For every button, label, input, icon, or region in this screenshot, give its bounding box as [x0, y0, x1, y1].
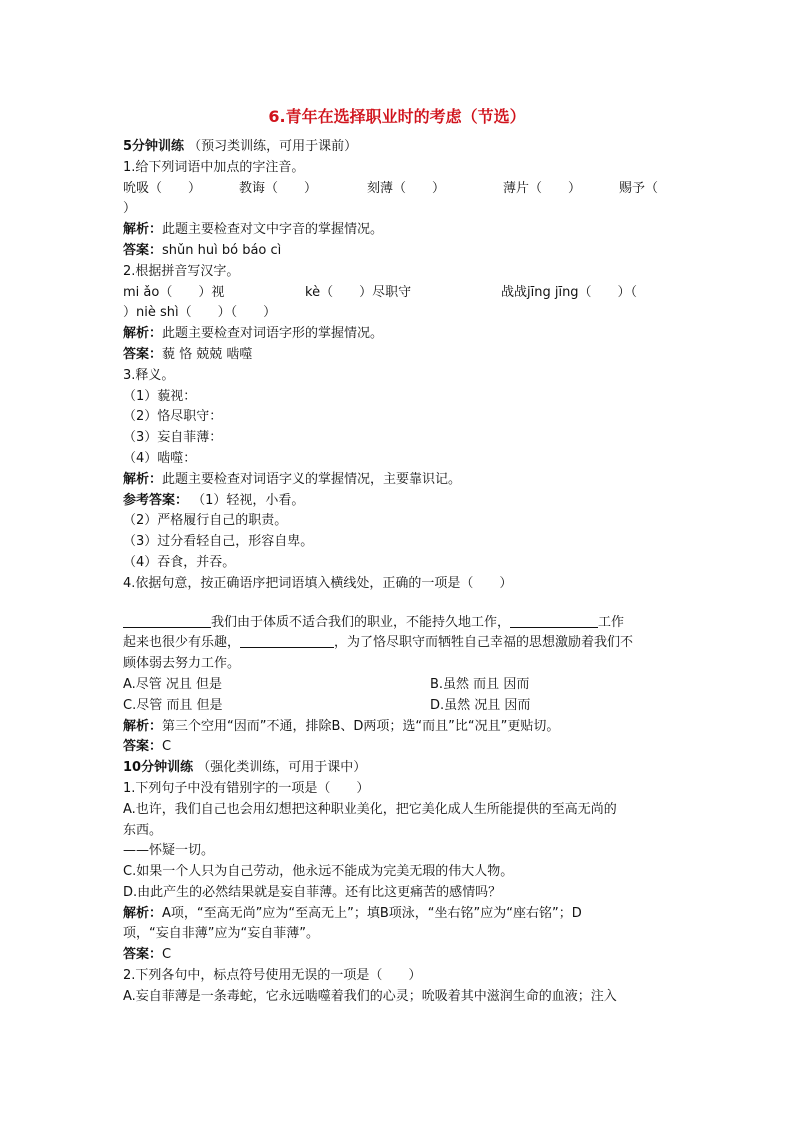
question-2-items: [123, 283, 671, 304]
answer-label: 答案：: [123, 346, 163, 362]
question-4: 4.依据句意，按正确语序把词语填入横线处，正确的一项是（ ）: [123, 575, 513, 591]
section-title: 10分钟训练: [123, 760, 194, 776]
q2-item: 战战jīng jīng（ ）（: [501, 284, 638, 300]
answer-text: （1）轻视，小看。: [188, 492, 305, 508]
q1-item: 薄片（ ）: [503, 180, 582, 196]
answer-text: 藐 恪 兢兢 啮噬: [162, 346, 253, 362]
s2-q1-analysis: [123, 904, 671, 925]
s2-q1-option-a: A.也许，我们自己也会用幻想把这种职业美化，把它美化成人生所能提供的至高无尚的: [123, 801, 617, 817]
passage-text: 我们由于体质不适合我们的职业，不能持久地工作，: [211, 614, 511, 630]
blank-line: [123, 613, 211, 628]
q4-passage-line: 顾体弱去努力工作。: [123, 656, 241, 672]
option-a: A.尽管 况且 但是: [123, 676, 223, 692]
question-2: 2.根据拼音写汉字。: [123, 263, 240, 279]
document-body: [123, 137, 671, 1008]
q3-answer-line: （4）吞食，并吞。: [123, 554, 236, 570]
q3-item: （1）藐视：: [123, 388, 197, 404]
option-c: C.尽管 而且 但是: [123, 697, 223, 713]
analysis-label: 解析：: [123, 471, 163, 487]
s2-q2-option-a: A.妄自菲薄是一条毒蛇，它永远啮噬着我们的心灵；吮吸着其中滋润生命的血液；注入: [123, 988, 617, 1004]
analysis-text: A项，“至高无尚”应为“至高无上”；填B项泳，“坐右铭”应为“座右铭”；D: [162, 905, 582, 921]
s2-q1-option-c: C.如果一个人只为自己劳动，他永远不能成为完美无瑕的伟大人物。: [123, 864, 514, 880]
s2-q1-analysis-cont: 项，“妄自非薄”应为“妄自菲薄”。: [123, 926, 319, 942]
section-heading-5min: [123, 137, 671, 158]
q1-item: 教诲（ ）: [239, 180, 318, 196]
s2-question-1: 1.下列句子中没有错别字的一项是（ ）: [123, 780, 370, 796]
q3-answer: [123, 491, 671, 512]
question-1-items-cont: ）: [123, 201, 137, 217]
question-2-items-cont: ）niè shì（ ）（ ）: [123, 305, 277, 321]
q4-options-row: [123, 675, 671, 696]
question-1-items: [123, 179, 671, 200]
q1-item: 刻薄（ ）: [367, 180, 446, 196]
s2-q1-answer: [123, 945, 671, 966]
analysis-label: 解析：: [123, 222, 163, 238]
option-b: B.虽然 而且 因而: [430, 676, 530, 692]
answer-text: C: [162, 947, 172, 963]
analysis-text: 此题主要检查对文中字音的掌握情况。: [162, 222, 384, 238]
analysis-text: 此题主要检查对词语字形的掌握情况。: [162, 326, 384, 342]
q4-answer: [123, 737, 671, 758]
blank-line: [510, 613, 598, 628]
analysis-label: 解析：: [123, 905, 163, 921]
q3-item: （2）恪尽职守：: [123, 409, 223, 425]
answer-text: shǔn huì bó báo cì: [162, 242, 282, 258]
answer-label: 答案：: [123, 947, 163, 963]
q4-passage-line: [123, 613, 671, 634]
q3-answer-line: （2）严格履行自己的职责。: [123, 513, 288, 529]
answer-text: C: [162, 739, 172, 755]
section-note: （强化类训练，可用于课中）: [193, 760, 367, 776]
spacer: [123, 595, 671, 613]
answer-label: 答案：: [123, 242, 163, 258]
section-note: （预习类训练，可用于课前）: [184, 139, 358, 154]
q3-item: （4）啮噬：: [123, 450, 197, 466]
q4-options-row: [123, 696, 671, 717]
section-heading-10min: [123, 758, 671, 779]
passage-text: 起来也很少有乐趣，: [123, 635, 241, 651]
q3-answer-line: （3）过分看轻自己，形容自卑。: [123, 534, 314, 550]
q2-answer: [123, 345, 671, 366]
blank-line: [240, 633, 334, 648]
q3-item: （3）妄自菲薄：: [123, 430, 223, 446]
question-1: 1.给下列词语中加点的字注音。: [123, 159, 305, 175]
q4-analysis: [123, 717, 671, 738]
q3-analysis: [123, 470, 671, 491]
section-title: 5分钟训练: [123, 139, 185, 154]
s2-question-2: 2.下列各句中，标点符号使用无误的一项是（ ）: [123, 968, 422, 984]
answer-label: 参考答案：: [123, 492, 189, 508]
answer-label: 答案：: [123, 739, 163, 755]
q1-item: 吮吸（ ）: [123, 180, 202, 196]
q1-answer: [123, 241, 671, 262]
page-title: 6.青年在选择职业时的考虑（节选）: [268, 107, 526, 126]
passage-text: 工作: [598, 614, 625, 630]
q4-passage-line: [123, 633, 671, 654]
analysis-label: 解析：: [123, 718, 163, 734]
q1-analysis: [123, 220, 671, 241]
q2-analysis: [123, 324, 671, 345]
analysis-label: 解析：: [123, 326, 163, 342]
q2-item: mi ǎo（ ）视: [123, 284, 225, 300]
s2-q1-option-b: ——怀疑一切。: [123, 843, 215, 859]
s2-q1-option-a-cont: 东西。: [123, 822, 163, 838]
q1-item: 赐予（: [619, 180, 659, 196]
analysis-text: 第三个空用“因而”不通，排除B、D两项；选“而且”比“况且”更贴切。: [162, 718, 560, 734]
q2-item: kè（ ）尽职守: [305, 284, 412, 300]
question-3: 3.释义。: [123, 367, 175, 383]
option-d: D.虽然 况且 因而: [430, 697, 531, 713]
passage-text: ，为了恪尽职守而牺牲自己幸福的思想激励着我们不: [334, 635, 634, 651]
analysis-text: 此题主要检查对词语字义的掌握情况，主要靠识记。: [162, 471, 462, 487]
s2-q1-option-d: D.由此产生的必然结果就是妄自菲薄。还有比这更痛苦的感情吗？: [123, 884, 502, 900]
